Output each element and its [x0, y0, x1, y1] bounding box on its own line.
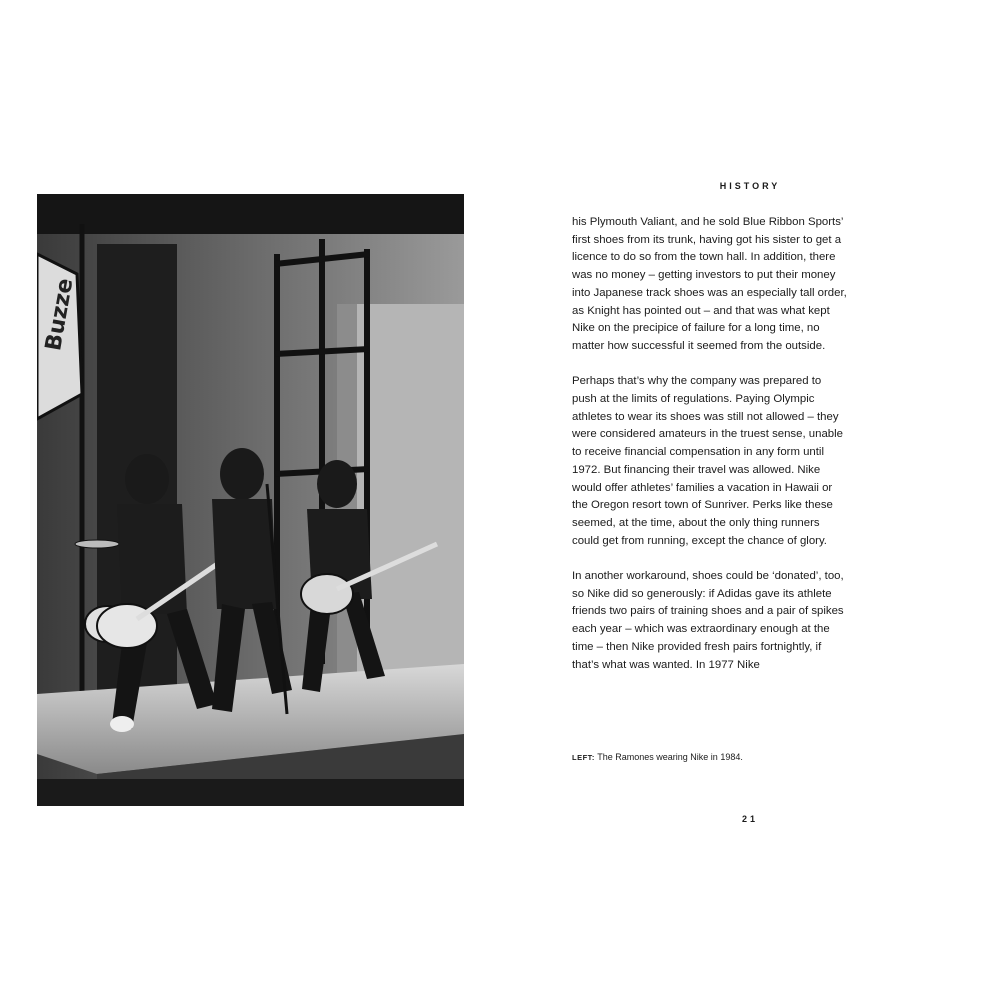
section-title: HISTORY: [719, 181, 781, 191]
page-number: 21: [741, 814, 758, 824]
photo-caption: [572, 752, 852, 762]
body-text: [572, 214, 847, 692]
band-photo-illustration: [37, 194, 464, 806]
band-photo: [37, 194, 464, 806]
svg-text:Buzze: Buzze: [41, 276, 79, 353]
paragraph: his Plymouth Valiant, and he sold Blue Ribbon Sports’ first shoes from its trunk, having got his sister to get a licence to do so from the town hall. In addition, there was no money – getting investors to put their money into Japanese track shoes was an especially tall order, as Knight has pointed out – and that was what kept Nike on the precipice of failure for a long time, no matter how successful it seemed from the outside.: [572, 216, 847, 352]
paragraph: Perhaps that’s why the company was prepared to push at the limits of regulations. Paying Olympic athletes to wear its shoes was still not allowed – they were considered amateurs in the truest sense, unable to receive financial compensation in any form until 1972. But financing their travel was allowed. Nike would offer athletes’ families a vacation in Hawaii or the Oregon resort town of Sunriver. Perks like these seemed, at the time, about the only thing runners could get from running, except the chance of glory.: [572, 375, 844, 547]
caption-label: LEFT:: [572, 753, 595, 762]
stage-sign: [37, 254, 82, 419]
caption-text: The Ramones wearing Nike in 1984.: [594, 752, 743, 762]
paragraph: In another workaround, shoes could be ‘donated’, too, so Nike did so generously: if Adidas gave its athlete friends two pairs of training shoes and a pair of spikes each year – which was extraordinary enough at the time – then Nike provided fresh pairs fortnightly, if that’s what was wanted. In 1977 Nike: [572, 570, 844, 671]
